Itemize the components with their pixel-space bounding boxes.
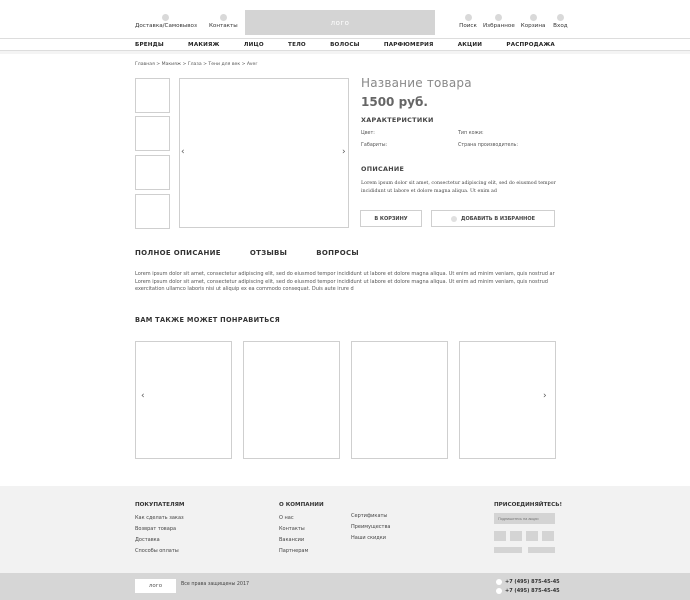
bottom-bar [0, 573, 690, 600]
cart-link[interactable] [521, 14, 546, 29]
footer-link[interactable]: О нас [279, 515, 294, 521]
gallery-thumbnail-2[interactable] [135, 116, 170, 151]
phone-number[interactable] [496, 588, 560, 594]
char-color-label: Цвет: [361, 131, 375, 136]
carousel-next-arrow-icon[interactable]: › [543, 391, 547, 401]
footer-link[interactable]: Наши скидки [351, 535, 386, 541]
add-to-cart-button[interactable] [360, 210, 422, 227]
tab-questions[interactable]: ВОПРОСЫ [316, 249, 359, 257]
social-placeholder-bar [528, 547, 555, 553]
site-logo[interactable]: лого [245, 10, 435, 35]
main-nav [0, 38, 690, 51]
nav-item-sale[interactable]: РАСПРОДАЖА [506, 41, 555, 48]
footer-link[interactable]: Вакансии [279, 537, 305, 543]
nav-item-face[interactable]: ЛИЦО [243, 41, 264, 48]
gallery-thumbnail-4[interactable] [135, 194, 170, 229]
footer-link[interactable]: Возврат товара [135, 526, 177, 532]
subscribe-input[interactable] [494, 513, 555, 524]
footer-join-heading: ПРИСОЕДИНЯЙТЕСЬ! [494, 502, 563, 508]
delivery-link[interactable] [135, 14, 197, 29]
recommended-product-card[interactable] [243, 341, 340, 459]
tab-reviews[interactable]: ОТЗЫВЫ [249, 249, 288, 257]
footer-link[interactable]: Партнерам [279, 548, 309, 554]
product-title: Название товара [361, 76, 472, 90]
delivery-icon [162, 14, 169, 21]
social-icon[interactable] [526, 531, 538, 541]
contacts-link[interactable] [209, 14, 238, 29]
add-to-favorites-label: ДОБАВИТЬ В ИЗБРАННОЕ [460, 215, 535, 222]
social-icon[interactable] [494, 531, 506, 541]
nav-item-brands[interactable]: БРЕНДЫ [135, 41, 164, 48]
footer-link[interactable]: Контакты [279, 526, 305, 532]
footer-link[interactable]: Способы оплаты [135, 548, 179, 554]
phone-number[interactable] [496, 579, 560, 585]
short-description: Lorem ipsum dolor sit amet, consectetur adipiscing elit, sed do eiusmod tempor incididunt ut labore et dolore magna aliqua. Ut enim ad [361, 181, 556, 194]
social-placeholder-bar [494, 547, 522, 553]
footer-buyers-heading: ПОКУПАТЕЛЯМ [135, 502, 185, 508]
carousel-prev-arrow-icon[interactable]: ‹ [141, 391, 145, 401]
social-icon[interactable] [510, 531, 522, 541]
footer-logo[interactable]: лого [135, 579, 176, 593]
char-skin-label: Тип кожи: [458, 131, 484, 136]
cart-label: Корзина [520, 23, 546, 29]
full-description-text: Lorem ipsum dolor sit amet, consectetur adipiscing elit, sed do eiusmod tempor incididunt ut labore et dolore magna aliqua. Ut enim ad minim veniam, quis nostrud ar Lorem ipsum dolor sit amet, consectetur adipiscing elit, sed do eiusmod tempor incididunt ut labore et dolore magna aliqua. Ut enim ad minim veniam, quis nostrud exercitation ullamco laboris nisi ut aliquip ex ea commodo consequat. Duis aute irure d [135, 271, 555, 293]
header-right-links [459, 14, 569, 29]
cart-icon [530, 14, 537, 21]
footer [0, 486, 690, 573]
favorite-icon [451, 216, 457, 222]
product-tabs [135, 249, 359, 257]
login-icon [557, 14, 564, 21]
nav-item-body[interactable]: ТЕЛО [288, 41, 306, 48]
nav-shadow [0, 51, 690, 54]
gallery-thumbnail-3[interactable] [135, 155, 170, 190]
contacts-label: Контакты [208, 23, 238, 29]
char-size-label: Габариты: [361, 143, 388, 148]
recommendations-heading: ВАМ ТАКЖЕ МОЖЕТ ПОНРАВИТЬСЯ [135, 316, 281, 324]
product-price: 1500 руб. [361, 95, 428, 109]
add-to-cart-label: В КОРЗИНУ [374, 215, 408, 222]
delivery-label: Доставка/Самовывоз [135, 23, 197, 29]
login-label: Вход [553, 23, 568, 29]
footer-link[interactable]: Доставка [135, 537, 160, 543]
footer-link[interactable]: Сертификаты [351, 513, 388, 519]
recommended-product-card[interactable] [459, 341, 556, 459]
copyright-text: Все права защищены 2017 [181, 582, 250, 587]
add-to-favorites-button[interactable] [431, 210, 555, 227]
nav-item-perfume[interactable]: ПАРФЮМЕРИЯ [383, 41, 434, 48]
nav-item-makeup[interactable]: МАКИЯЖ [188, 41, 220, 48]
recommended-product-card[interactable] [351, 341, 448, 459]
nav-item-promo[interactable]: АКЦИИ [457, 41, 483, 48]
gallery-prev-arrow-icon[interactable]: ‹ [181, 147, 185, 157]
social-icon[interactable] [542, 531, 554, 541]
header-left-links [135, 14, 238, 29]
phone-icon [496, 579, 502, 585]
char-country-label: Страна производитель: [458, 143, 518, 148]
product-main-image[interactable] [179, 78, 349, 228]
favorites-link[interactable] [483, 14, 515, 29]
tab-full-description[interactable]: ПОЛНОЕ ОПИСАНИЕ [135, 249, 221, 257]
search-link[interactable] [459, 14, 477, 29]
footer-link[interactable]: Как сделать заказ [135, 515, 184, 521]
footer-company-heading: О КОМПАНИИ [279, 502, 324, 508]
description-heading: ОПИСАНИЕ [361, 165, 405, 173]
top-header [0, 0, 690, 38]
gallery-thumbnail-1[interactable] [135, 78, 170, 113]
phone-number-text: +7 (495) 875-45-45 [505, 579, 560, 585]
nav-item-hair[interactable]: ВОЛОСЫ [330, 41, 360, 48]
phone-icon [496, 588, 502, 594]
contacts-icon [220, 14, 227, 21]
favorites-label: Избранное [483, 23, 515, 29]
favorites-icon [495, 14, 502, 21]
phone-number-text: +7 (495) 875-45-45 [505, 588, 560, 594]
search-icon [465, 14, 472, 21]
footer-link[interactable]: Преимущества [351, 524, 391, 530]
characteristics-heading: ХАРАКТЕРИСТИКИ [361, 116, 434, 124]
login-link[interactable] [551, 14, 569, 29]
gallery-next-arrow-icon[interactable]: › [342, 147, 346, 157]
recommended-product-card[interactable] [135, 341, 232, 459]
breadcrumb[interactable]: Главная > Макияж > Глаза > Тени для век > Aver [135, 62, 258, 67]
search-label: Поиск [459, 23, 477, 29]
